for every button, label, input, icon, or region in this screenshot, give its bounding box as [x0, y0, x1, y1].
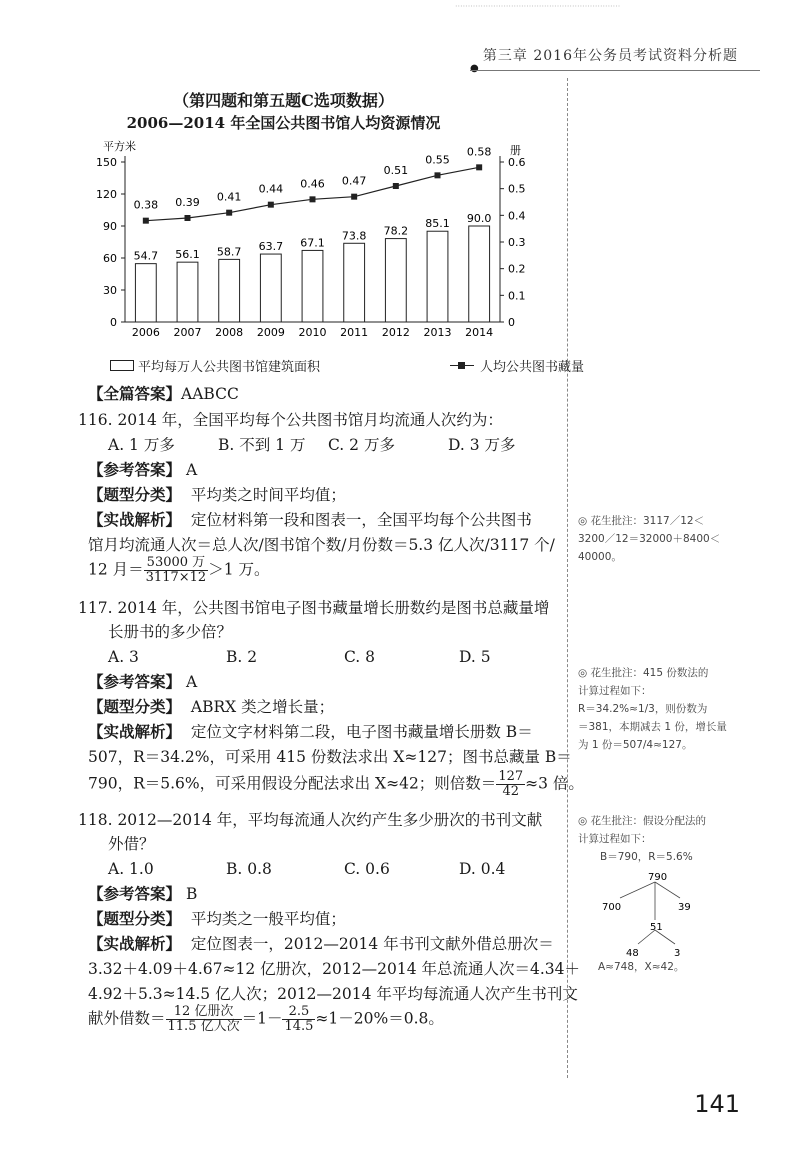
- line-point: [268, 202, 274, 208]
- x-tick-label: 2008: [215, 326, 244, 339]
- legend-bar-swatch: [110, 360, 134, 371]
- y-tick-label-left: 90: [103, 220, 117, 233]
- q117-option-c: C. 8: [344, 648, 376, 666]
- q116-analysis-2: 馆月均流通人次＝总人次/图书馆个数/月份数＝5.3 亿人次/3117 个/: [88, 536, 555, 554]
- line-data-label: 0.38: [133, 198, 159, 212]
- q118-stem-1: 118. 2012—2014 年，平均每流通人次约产生多少册次的书刊文献: [78, 811, 543, 829]
- q117-option-b: B. 2: [226, 648, 258, 666]
- line-data-label: 0.39: [175, 196, 200, 209]
- tree-node-root: 790: [648, 872, 668, 883]
- x-tick-label: 2007: [173, 326, 202, 339]
- q116-option-c: C. 2 万多: [328, 436, 395, 454]
- y-tick-label-right: 0.1: [508, 289, 526, 303]
- bar: [219, 259, 240, 322]
- y-tick-label-left: 150: [96, 156, 117, 169]
- q118-analysis-2: 3.32＋4.09＋4.67≈12 亿册次，2012—2014 年总流通人次＝4.34＋: [88, 960, 581, 978]
- line-point: [143, 218, 149, 224]
- q118-option-c: C. 0.6: [344, 860, 390, 878]
- bar-data-label: 73.8: [341, 229, 367, 243]
- bar-data-label: 63.7: [258, 240, 284, 254]
- q118-type: 【题型分类】 平均类之一般平均值；: [88, 909, 346, 928]
- q118-ref: 【参考答案】 B: [88, 884, 198, 903]
- y-tick-label-left: 30: [103, 284, 117, 297]
- q117-options: [108, 645, 582, 669]
- chart-legend: [110, 356, 584, 375]
- all-answers: 【全篇答案】AABCC: [88, 384, 239, 403]
- bar: [385, 239, 406, 322]
- header-dot-icon: ●: [470, 63, 479, 74]
- line-data-label: 0.41: [216, 190, 242, 204]
- y-tick-label-right: 0: [508, 316, 515, 329]
- chart-subtitle: （第四题和第五题C选项数据）: [173, 91, 394, 110]
- line-point: [185, 215, 191, 221]
- q116-ref: 【参考答案】 A: [88, 460, 198, 479]
- q118-stem-2: 外借？: [108, 835, 155, 853]
- margin-divider: [567, 78, 568, 1078]
- q118-option-b: B. 0.8: [226, 860, 272, 878]
- bar-data-label: 67.1: [300, 236, 325, 250]
- y-axis-label-left: 平方米: [103, 140, 136, 153]
- q117-ref: 【参考答案】 A: [88, 672, 198, 691]
- q116-stem: 116. 2014 年，全国平均每个公共图书馆月均流通人次约为：: [78, 411, 503, 429]
- q117-analysis-3: 790，R＝5.6%，可采用假设分配法求出 X≈42；则倍数＝ $\frac{127}{42}$ ≈3 倍。: [88, 769, 584, 799]
- q118-option-a: A. 1.0: [108, 860, 154, 878]
- legend-bar-label: 平均每万人公共图书馆建筑面积: [138, 360, 321, 375]
- x-tick-label: 2013: [423, 326, 452, 339]
- bar-data-label: 54.7: [133, 249, 159, 263]
- bar: [177, 262, 198, 322]
- y-tick-label-right: 0.3: [508, 236, 526, 249]
- line-data-label: 0.51: [383, 164, 409, 177]
- q116-type: 【题型分类】 平均类之时间平均值；: [88, 485, 346, 504]
- line-point: [351, 194, 357, 200]
- q117-option-d: D. 5: [459, 648, 491, 666]
- y-tick-label-right: 0.4: [508, 209, 526, 223]
- q116-option-a: A. 1 万多: [108, 436, 175, 454]
- bar: [427, 231, 448, 322]
- q116-option-d: D. 3 万多: [448, 436, 516, 454]
- q118-option-d: D. 0.4: [459, 860, 506, 878]
- y-tick-label-left: 60: [103, 252, 117, 265]
- bar: [260, 254, 281, 322]
- bar-data-label: 85.1: [425, 217, 450, 231]
- tree-node-3: 3: [674, 948, 681, 958]
- line-point: [476, 164, 482, 170]
- bar-data-label: 90.0: [466, 212, 492, 225]
- x-tick-label: 2011: [340, 326, 369, 339]
- y-tick-label-left: 120: [96, 188, 117, 201]
- q118-options: [108, 857, 582, 881]
- bar-data-label: 78.2: [383, 224, 409, 238]
- line-data-label: 0.46: [300, 177, 325, 191]
- q118-analysis-4: 献外借数＝ $\frac{\text{12 亿册次}}{\text{11.5 亿人次}}$ ＝1－ $\frac{2.5}{14.5}$ ≈1－20%＝0.8。: [88, 1004, 444, 1034]
- legend-line-label: 人均公共图书藏量: [480, 360, 585, 375]
- q117-analysis-1: 【实战解析】 定位文字材料第二段，电子图书藏量增长册数 B＝: [88, 722, 533, 741]
- legend-line-swatch: [450, 365, 474, 366]
- q117-analysis-2: 507，R＝34.2%，可采用 415 份数法求出 X≈127；图书总藏量 B＝: [88, 748, 572, 766]
- q117-type: 【题型分类】 ABRX 类之增长量；: [88, 697, 335, 716]
- y-tick-label-left: 0: [110, 316, 117, 329]
- line-point: [226, 210, 232, 216]
- y-tick-label-right: 0.2: [508, 262, 526, 276]
- line-data-label: 0.55: [425, 153, 450, 167]
- q117-stem-1: 117. 2014 年，公共图书馆电子图书藏量增长册数约是图书总藏量增: [78, 599, 550, 617]
- side-note-2: ◎ 花生批注：415 份数法的 计算过程如下： R＝34.2%≈1/3，则份数为 ＝381，本期减去 1 份，增长量 为 1 份＝507/4≈127。: [578, 667, 727, 751]
- line-point: [393, 183, 399, 189]
- x-tick-label: 2010: [298, 326, 327, 339]
- bar-data-label: 58.7: [216, 245, 242, 259]
- y-axis-label-right: 册: [510, 144, 521, 157]
- q116-analysis-1: 【实战解析】 定位材料第一段和图表一，全国平均每个公共图书: [88, 510, 532, 529]
- side-note-1: ◎ 花生批注：3117／12＜ 3200／12＝32000＋8400＜ 40000。: [578, 515, 721, 563]
- x-tick-label: 2012: [381, 326, 410, 339]
- q118-analysis-3: 4.92＋5.3≈14.5 亿人次；2012—2014 年平均每流通人次产生书刊文: [88, 985, 578, 1003]
- line-point: [310, 196, 316, 202]
- line-data-label: 0.58: [466, 145, 492, 159]
- y-tick-label-right: 0.5: [508, 182, 526, 196]
- line-point: [435, 172, 441, 178]
- q116-options: [108, 433, 582, 457]
- bar-data-label: 56.1: [175, 248, 200, 262]
- line-data-label: 0.44: [258, 182, 284, 196]
- bar: [344, 243, 365, 322]
- q116-option-b: B. 不到 1 万: [218, 436, 306, 454]
- x-tick-label: 2006: [131, 326, 160, 339]
- q118-analysis-1: 【实战解析】 定位图表一，2012—2014 年书刊文献外借总册次＝: [88, 934, 554, 953]
- chart-title: 2006—2014 年全国公共图书馆人均资源情况: [126, 114, 441, 132]
- running-header: 第三章 2016年公务员考试资料分析题: [482, 48, 738, 64]
- x-tick-label: 2014: [465, 326, 494, 339]
- allocation-tree: [590, 868, 730, 958]
- q117-option-a: A. 3: [108, 648, 139, 666]
- q117-stem-2: 长册书的多少倍？: [108, 623, 233, 641]
- x-tick-label: 2009: [256, 326, 285, 339]
- side-note-3: ◎ 花生批注：假设分配法的 计算过程如下： B＝790，R＝5.6%: [578, 815, 706, 863]
- tree-node-700: 700: [602, 902, 622, 913]
- tree-node-48: 48: [626, 948, 639, 958]
- page-number: 141: [694, 1090, 740, 1118]
- y-tick-label-right: 0.6: [508, 156, 526, 169]
- q116-analysis-3: 12 月＝ $\frac{\text{53000 万}}{3117\times 12}$ ＞1 万。: [88, 555, 270, 585]
- top-fade-text: ·································································: [455, 2, 621, 10]
- bar: [135, 264, 156, 322]
- bar: [302, 250, 323, 322]
- line-series: [146, 167, 479, 220]
- tree-node-51: 51: [650, 922, 663, 933]
- combo-chart: [0, 0, 567, 360]
- line-data-label: 0.47: [341, 174, 367, 188]
- side-note-3-result: A≈748，X≈42。: [598, 961, 685, 973]
- tree-node-39: 39: [678, 902, 691, 913]
- bar: [469, 226, 490, 322]
